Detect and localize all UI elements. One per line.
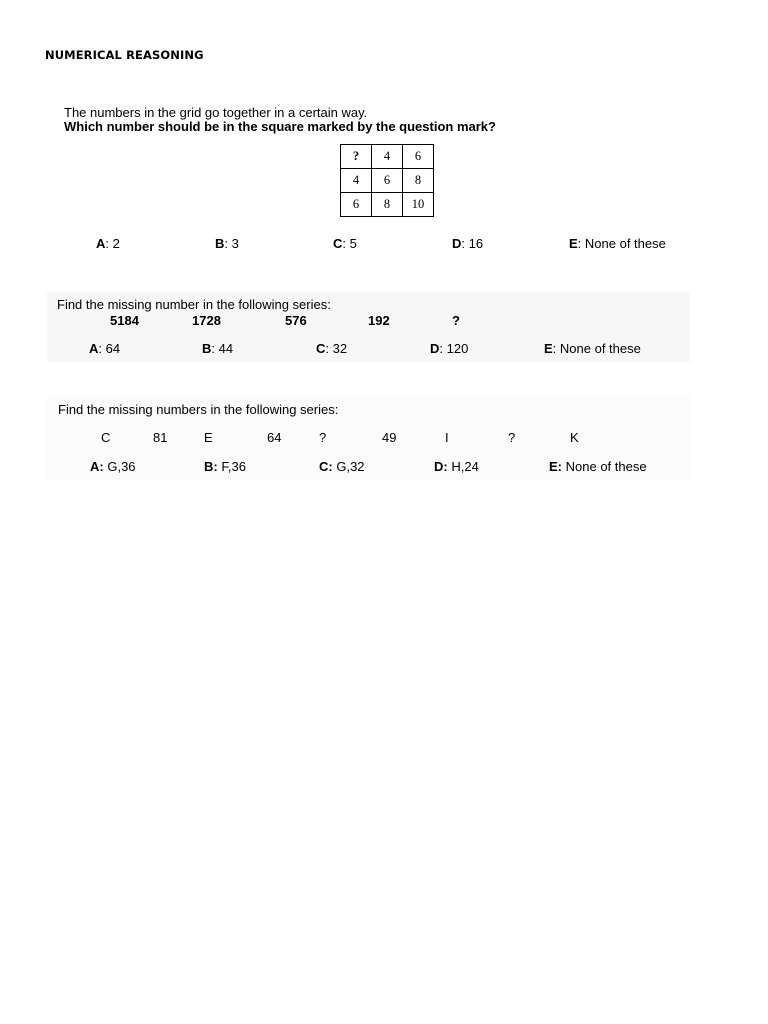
grid-cell: ? [341,145,372,169]
option-e [544,341,641,356]
grid-cell: 4 [372,145,403,169]
option-value: F,36 [217,459,246,474]
series-term: ? [508,430,516,445]
grid-cell: 6 [372,169,403,193]
option-separator: : [577,236,582,251]
option-c [319,459,365,474]
series-term: 64 [267,430,282,445]
option-value: 16 [465,236,484,251]
option-label: B [215,236,225,251]
grid-cell: 10 [403,193,434,217]
option-b [204,459,246,474]
option-d [452,236,483,251]
page-title: NUMERICAL REASONING [45,48,204,62]
series-term: ? [319,430,327,445]
option-label: A [90,459,100,474]
option-value: 5 [346,236,357,251]
number-grid [340,144,434,217]
grid-row [341,169,434,193]
option-label: D [430,341,440,356]
option-value: None of these [556,341,641,356]
option-label: A [89,341,99,356]
option-e [549,459,647,474]
option-label: B [202,341,212,356]
option-separator: : [211,341,216,356]
option-label: B [204,459,214,474]
option-value: G,36 [103,459,136,474]
option-label: C [333,236,343,251]
grid-cell: 6 [403,145,434,169]
grid-cell: 4 [341,169,372,193]
question-1-prompt: Which number should be in the square marked by the question mark? [64,119,496,134]
option-separator: : [443,459,448,474]
option-separator: : [439,341,444,356]
option-label: E [544,341,553,356]
series-term: E [204,430,213,445]
series-term: I [445,430,449,445]
option-label: D [434,459,444,474]
question-3-prompt: Find the missing numbers in the following series: [58,402,339,417]
option-value: 64 [102,341,121,356]
option-separator: : [99,459,104,474]
option-value: 3 [228,236,239,251]
option-a [89,341,120,356]
option-label: E [549,459,558,474]
question-3-image [47,396,690,480]
option-separator: : [325,341,330,356]
question-1-intro: The numbers in the grid go together in a certain way. [64,105,368,120]
series-term: K [570,430,579,445]
option-label: E [569,236,578,251]
option-separator: : [105,236,110,251]
option-value: 44 [215,341,234,356]
option-separator: : [213,459,218,474]
option-d [430,341,468,356]
option-a [96,236,120,251]
option-value: G,32 [332,459,365,474]
option-label: C [316,341,326,356]
series-term: 49 [382,430,397,445]
option-value: None of these [581,236,666,251]
option-separator: : [224,236,229,251]
series-term: 81 [153,430,168,445]
series-term: C [101,430,111,445]
option-value: 32 [329,341,348,356]
option-label: C [319,459,329,474]
question-1-image [47,96,690,258]
option-separator: : [98,341,103,356]
grid-row [341,145,434,169]
option-label: A [96,236,106,251]
option-d [434,459,479,474]
question-2-image [47,292,690,362]
option-value: 2 [109,236,120,251]
series-term: 1728 [192,313,221,328]
option-separator: : [552,341,557,356]
option-c [333,236,357,251]
option-e [569,236,666,251]
grid-cell: 8 [372,193,403,217]
option-separator: : [342,236,347,251]
option-separator: : [328,459,333,474]
grid-row [341,193,434,217]
option-b [202,341,233,356]
option-value: None of these [562,459,647,474]
series-term: 5184 [110,313,139,328]
question-2-prompt: Find the missing number in the following series: [57,297,331,312]
option-c [316,341,347,356]
option-separator: : [557,459,563,474]
grid-cell: 6 [341,193,372,217]
series-term: ? [452,313,460,328]
option-label: D [452,236,462,251]
option-b [215,236,239,251]
series-term: 192 [368,313,390,328]
option-separator: : [461,236,466,251]
series-term: 576 [285,313,307,328]
option-a [90,459,136,474]
option-value: H,24 [447,459,479,474]
grid-cell: 8 [403,169,434,193]
option-value: 120 [443,341,469,356]
